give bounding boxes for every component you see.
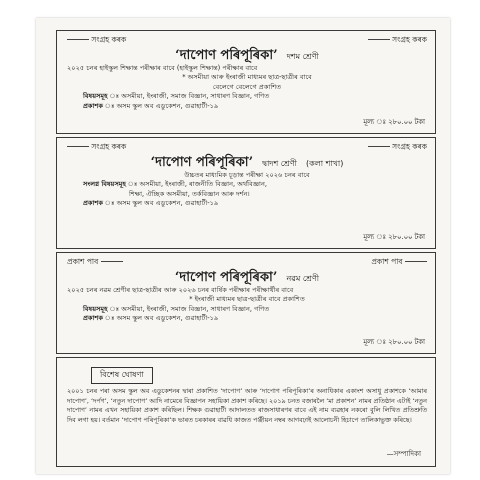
subjects-line: বিষয়সমূহ ঃ অসমীয়া, ইংৰাজী, সমাজ বিজ্ঞান, সাধাৰণ বিজ্ঞান, গণিত (83, 304, 270, 313)
info-line: বেলেগে বেলেগে প্ৰকাশিত (212, 82, 282, 91)
subjects-line-cont: শিক্ষা, ঐচ্ছিক অসমীয়া, তৰ্কবিজ্ঞান আৰু দৰ্শন। (129, 189, 250, 198)
signoff: —সম্পাদিকা (386, 450, 421, 458)
book-title: ‘দাপোণ পৰিপূৰিকা’ (150, 155, 254, 170)
price: মূল্য ঃ ২৮০.০০ টকা (363, 338, 425, 346)
left-label: সংগ্ৰহ কৰক (67, 142, 126, 154)
book-title: ‘দাপোণ পৰিপূৰিকা’ (174, 270, 278, 285)
stream-label: (কলা শাখা) (306, 159, 344, 168)
ad-box-class-12 (56, 137, 436, 249)
class-label: দ্বাদশ শ্ৰেণী (262, 159, 297, 168)
info-line: * ইংৰাজী মাধ্যমৰ ছাত্ৰ-ছাত্ৰীৰ বাবে প্ৰকাশিত (189, 295, 305, 304)
notice-title: বিশেষ ঘোষণা (91, 367, 153, 384)
subjects-line: বিষয়সমূহ ঃ অসমীয়া, ইংৰাজী, সমাজ বিজ্ঞান, সাধাৰণ বিজ্ঞান, গণিত (83, 92, 270, 101)
class-label: দশম শ্ৰেণী (286, 52, 319, 61)
publisher-line: প্ৰকাশক ঃ অসম স্কুল অব এডুকেশন, গুৱাহাটী-১৯ (83, 199, 219, 208)
right-label: সংগ্ৰহ কৰক (368, 142, 427, 154)
document-page (36, 18, 450, 474)
info-line: ২০২৫ চনৰ হাইস্কুল শিক্ষান্ত পৰীক্ষাৰ বাবে (হাইস্কুল শিক্ষান্ত) পৰীক্ষাৰ বাবে (67, 64, 258, 72)
info-line: উচ্চতৰ মাধ্যমিক চূড়ান্ত পৰীক্ষা ২০২৬ চনৰ বাবে (184, 171, 310, 179)
right-label: সংগ্ৰহ কৰক (368, 35, 427, 47)
price: মূল্য ঃ ২৮০.০০ টকা (363, 118, 425, 126)
publisher-line: প্ৰকাশক ঃ অসম স্কুল অব এডুকেশন, গুৱাহাটী-১৯ (83, 101, 219, 110)
info-line: ২০২৫ চনৰ নৱম শ্ৰেণীৰ ছাত্ৰ-ছাত্ৰীৰ আৰু ২০২৬ চনৰ বাৰ্ষিক পৰীক্ষাৰ পৰীক্ষাৰ্থীৰ বাবে (67, 286, 294, 294)
info-line: * অসমীয়া আৰু ইংৰাজী মাধ্যমৰ ছাত্ৰ-ছাত্ৰীৰ বাবে (182, 73, 312, 82)
subjects-line: সংলগ্ন বিষয়সমূহ ঃ অসমীয়া, ইংৰাজী, ৰাজনীতি বিজ্ঞান, অৰ্থবিজ্ঞান, (83, 180, 267, 189)
left-label: প্ৰকাশ পাব (67, 257, 123, 269)
publisher-line: প্ৰকাশক ঃ অসম স্কুল অব এডুকেশন, গুৱাহাটী-১৯ (83, 314, 219, 323)
ad-box-class-10 (56, 30, 436, 134)
ad-box-class-9 (56, 252, 436, 354)
book-title: ‘দাপোণ পৰিপূৰিকা’ (175, 48, 278, 63)
notice-body: ২০০১ চনৰ পৰা অসম স্কুল অব এডুকেশনৰ দ্বাৰা প্ৰকাশিত ‘দাপোণ’ আৰু ‘দাপোণ পৰিপূৰিকা’ৰ অনাধিকাৰ একাংশ অসাধু প্ৰকাশকে ‘আমাৰ দাপোণ’, ‘দৰ্পণ’, ‘নতুন দাপোণ’ আদি নামেৰে বিজ্ঞাপন সহায়িকা প্ৰকাশ কৰিছে। ২০১৯ চনত বজাৰলৈ ‘মা প্ৰকাশন’ নামৰ প্ৰতিষ্ঠান এটাই ‘নতুন দাপোণ’ নামৰ এখন সহায়িকা প্ৰকাশ কৰিছিল। শিক্ষক গুৱাহাটী আদালতত ৰাজসাধাৰণৰ বাবে এই নাম ব্যৱহাৰ নকৰো বুলি লিখিত প্ৰতিশ্ৰুতি দিব লগা হয়। বৰ্তমান ‘দাপোণ পৰিপূৰিকা’ক ভাৰত চৰকাৰৰ বাৱধি কাজত পঞ্জীয়ন নম্বৰ আগবঢ়াই আলোচনী হিচাপে তালিকাভুক্ত কৰিছে। (67, 387, 427, 424)
left-label: সংগ্ৰহ কৰক (67, 35, 126, 47)
price: মূল্য ঃ ২৮০.০০ টকা (363, 233, 425, 241)
right-label: প্ৰকাশ পাব (371, 257, 427, 269)
class-label: নৱম শ্ৰেণী (286, 274, 320, 283)
special-notice-box (56, 357, 436, 467)
